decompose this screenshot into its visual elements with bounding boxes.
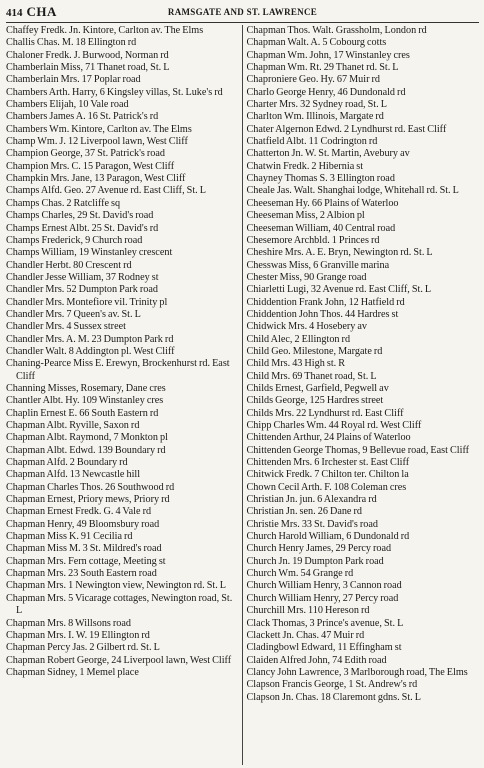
directory-entry: Chandler Mrs. A. M. 23 Dumpton Park rd [6,333,174,345]
directory-entry: Church Harold William, 6 Dundonald rd [246,531,410,543]
directory-entry: Chaproniere Geo. Hy. 67 Muir rd [246,74,380,86]
directory-entry: Chesswas Miss, 6 Granville marina [246,259,390,271]
directory-entry: Chiarletti Lugi, 32 Avenue rd. East Cliff, St. L [246,284,432,296]
directory-entry: Champs Charles, 29 St. David's road [6,210,154,222]
directory-entry: Child Mrs. 43 High st. R [246,358,346,370]
directory-entry: Clackett Jn. Chas. 47 Muir rd [246,629,365,641]
page-number: 414 [6,7,23,19]
directory-entry: Church William Henry, 27 Percy road [246,592,399,604]
left-column [6,25,243,765]
directory-entry: Charlo George Henry, 46 Dundonald rd [246,86,406,98]
directory-entry: Challis Chas. M. 18 Ellington rd [6,37,137,49]
directory-entry: Charter Mrs. 32 Sydney road, St. L [246,99,387,111]
running-title: RAMSGATE AND ST. LAWRENCE [167,7,318,17]
directory-entry: Chamberlain Mrs. 17 Poplar road [6,74,141,86]
directory-entry: Cladingbowl Edward, 11 Effingham st [246,642,402,654]
directory-entry: Chandler Mrs. Montefiore vil. Trinity pl [6,296,168,308]
directory-entry: Champs Ernest Albt. 25 St. David's rd [6,222,159,234]
directory-entry: Chapman Mrs. 1 Newington view, Newington rd. St. L [6,580,227,592]
directory-entry: Chamberlain Miss, 71 Thanet road, St. L [6,62,170,74]
directory-entry: Chapman Robert George, 24 Liverpool lawn, West Cliff [6,654,232,666]
directory-entry: Church Wm. 54 Grange rd [246,568,354,580]
directory-entry: Chater Algernon Edwd. 2 Lyndhurst rd. East Cliff [246,123,447,135]
directory-entry: Christian Jn. sen. 26 Dane rd [246,506,362,518]
directory-entry: Chandler Mrs. 52 Dumpton Park road [6,284,158,296]
directory-entry: Chapman Albt. Edwd. 139 Boundary rd [6,444,166,456]
directory-entry: Chandler Mrs. 4 Sussex street [6,321,126,333]
directory-columns [6,25,479,765]
directory-entry: Chaplin Ernest E. 66 South Eastern rd [6,407,159,419]
directory-entry: Chapman Henry, 49 Bloomsbury road [6,518,160,530]
directory-entry: Chandler Herbt. 80 Crescent rd [6,259,132,271]
directory-entry: Champs Chas. 2 Ratcliffe sq [6,197,121,209]
directory-entry: Chapman Walt. A. 5 Cobourg cotts [246,37,387,49]
directory-entry: Clack Thomas, 3 Prince's avenue, St. L [246,617,404,629]
directory-entry: Childs Ernest, Garfield, Pegwell av [246,382,389,394]
directory-entry: Cheeseman Hy. 66 Plains of Waterloo [246,197,399,209]
directory-entry: Chapman Ernest Fredk. G. 4 Vale rd [6,506,152,518]
directory-entry: Chapman Mrs. 5 Vicarage cottages, Newington road, St. L [6,592,233,617]
section-heading: CHA [26,4,57,19]
directory-entry: Champion Mrs. C. 15 Paragon, West Cliff [6,160,175,172]
directory-entry: Childs George, 125 Hardres street [246,395,384,407]
directory-entry: Chatterton Jn. W. St. Martin, Avebury av [246,148,410,160]
directory-entry: Childs Mrs. 22 Lyndhurst rd. East Cliff [246,407,404,419]
directory-entry: Chambers Elijah, 10 Vale road [6,99,129,111]
directory-entry: Clapson Jn. Chas. 18 Claremont gdns. St. L [246,691,421,703]
directory-entry: Chatfield Albt. 11 Codrington rd [246,136,378,148]
directory-entry: Chandler Walt. 8 Addington pl. West Cliff [6,345,175,357]
directory-entry: Christie Mrs. 33 St. David's road [246,518,378,530]
directory-entry: Chambers James A. 16 St. Patrick's rd [6,111,159,123]
directory-entry: Chaloner Fredk. J. Burwood, Norman rd [6,49,169,61]
directory-entry: Chapman Ernest, Priory mews, Priory rd [6,494,170,506]
directory-entry: Chantler Albt. Hy. 109 Winstanley cres [6,395,164,407]
directory-entry: Clapson Francis George, 1 St. Andrew's rd [246,679,418,691]
directory-entry: Chaffey Fredk. Jn. Kintore, Carlton av. The Elms [6,25,204,36]
directory-entry: Chidwick Mrs. 4 Hosebery av [246,321,368,333]
directory-entry: Chayney Thomas S. 3 Ellington road [246,173,395,185]
directory-entry: Champs William, 19 Winstanley crescent [6,247,173,259]
directory-entry: Chapman Alfd. 13 Newcastle hill [6,469,141,481]
directory-entry: Chapman Albt. Ryville, Saxon rd [6,420,140,431]
directory-entry: Child Mrs. 69 Thanet road, St. L [246,370,377,382]
directory-entry: Chester Miss, 90 Grange road [246,271,367,283]
directory-entry: Chittenden Mrs. 6 Irchester st. East Cliff [246,457,410,469]
directory-entry: Chatwin Fredk. 2 Hibernia st [246,160,364,172]
directory-entry: Chiddention Frank John, 12 Hatfield rd [246,296,405,308]
directory-entry: Chambers Wm. Kintore, Carlton av. The Elms [6,123,192,135]
directory-entry: Champkin Mrs. Jane, 13 Paragon, West Cliff [6,173,186,185]
directory-entry: Chapman Wm. Rt. 29 Thanet rd. St. L [246,62,399,74]
right-column [243,25,480,765]
directory-entry: Chitwick Fredk. 7 Chilton ter. Chilton la [246,469,409,481]
directory-entry: Child Alec, 2 Ellington rd [246,333,351,345]
directory-entry: Chapman Sidney, 1 Memel place [6,666,139,678]
directory-entry: Chapman Percy Jas. 2 Gilbert rd. St. L [6,642,160,654]
directory-entry: Chapman Thos. Walt. Grassholm, London rd [246,25,427,36]
directory-entry: Chapman Miss M. 3 St. Mildred's road [6,543,162,555]
directory-entry: Chittenden George Thomas, 9 Bellevue road, East Cliff [246,444,470,456]
directory-entry: Chapman Charles Thos. 26 Southwood rd [6,481,175,493]
directory-entry: Chapman Mrs. I. W. 19 Ellington rd [6,629,150,641]
directory-entry: Charlton Wm. Illinois, Margate rd [246,111,384,123]
directory-entry: Chapman Miss K. 91 Cecilia rd [6,531,133,543]
directory-entry: Cheshire Mrs. A. E. Bryn, Newington rd. St. L [246,247,433,259]
header-rule [6,22,479,23]
directory-entry: Chapman Alfd. 2 Boundary rd [6,457,128,469]
directory-entry: Chipp Charles Wm. 44 Royal rd. West Cliff [246,420,422,431]
directory-entry: Champ Wm. J. 12 Liverpool lawn, West Cliff [6,136,188,148]
directory-entry: Cheeseman William, 40 Central road [246,222,396,234]
directory-entry: Chandler Mrs. 7 Queen's av. St. L [6,308,141,320]
directory-entry: Chambers Arth. Harry, 6 Kingsley villas, St. Luke's rd [6,86,223,98]
directory-entry: Chapman Mrs. Fern cottage, Meeting st [6,555,166,567]
directory-entry: Champs Alfd. Geo. 27 Avenue rd. East Cliff, St. L [6,185,206,197]
directory-entry: Chapman Mrs. 23 South Eastern road [6,568,157,580]
directory-entry: Church Henry James, 29 Percy road [246,543,392,555]
directory-entry: Chiddention John Thos. 44 Hardres st [246,308,399,320]
directory-entry: Chapman Albt. Raymond, 7 Monkton pl [6,432,168,444]
directory-entry: Champion George, 37 St. Patrick's road [6,148,166,160]
directory-entry: Church Jn. 19 Dumpton Park road [246,555,384,567]
directory-entry: Claiden Alfred John, 74 Edith road [246,654,387,666]
directory-entry: Chaning-Pearce Miss E. Erewyn, Brockenhurst rd. East Cliff [6,358,230,382]
directory-entry: Chapman Wm. John, 17 Winstanley cres [246,49,410,61]
directory-entry: Cheeseman Miss, 2 Albion pl [246,210,365,222]
directory-entry: Chapman Mrs. 8 Willsons road [6,617,132,629]
directory-entry: Child Geo. Milestone, Margate rd [246,345,383,357]
directory-entry: Cheale Jas. Walt. Shanghai lodge, Whitehall rd. St. L [246,185,459,197]
directory-entry: Champs Frederick, 9 Church road [6,234,143,246]
directory-entry: Christian Jn. jun. 6 Alexandra rd [246,494,377,506]
directory-entry: Clancy John Lawrence, 3 Marlborough road, The Elms [246,666,468,678]
directory-entry: Chesemore Archbld. 1 Princes rd [246,234,380,246]
page-header [6,4,479,20]
directory-entry: Church William Henry, 3 Cannon road [246,580,402,592]
directory-entry: Chandler Jesse William, 37 Rodney st [6,271,159,283]
directory-entry: Churchill Mrs. 110 Hereson rd [246,605,370,617]
directory-entry: Channing Misses, Rosemary, Dane cres [6,382,166,394]
directory-entry: Chown Cecil Arth. F. 108 Coleman cres [246,481,407,493]
directory-entry: Chittenden Arthur, 24 Plains of Waterloo [246,432,411,444]
